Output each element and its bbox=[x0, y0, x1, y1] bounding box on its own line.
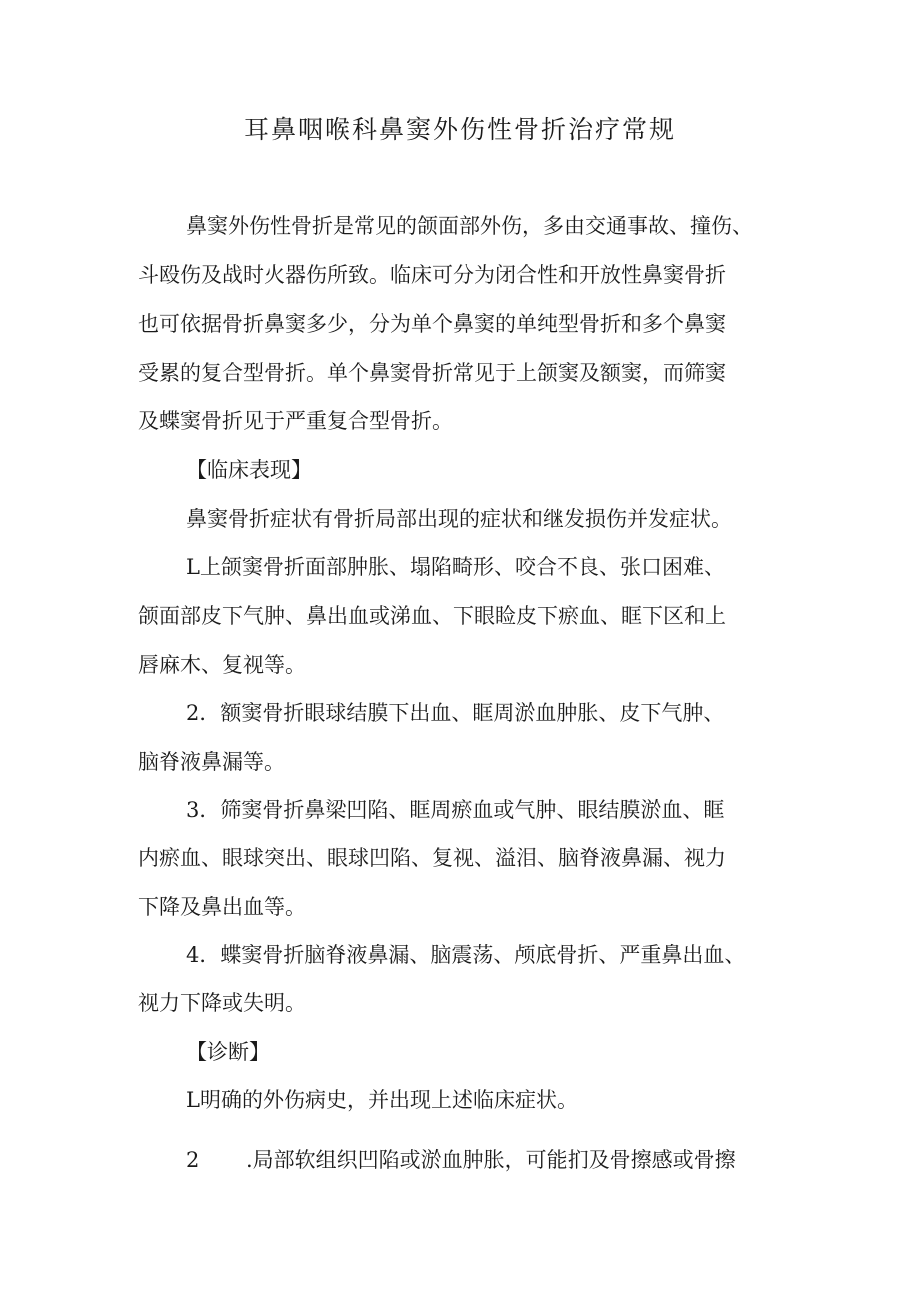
clinical-item-4: 4．蝶窦骨折脑脊液鼻漏、脑震荡、颅底骨折、严重鼻出血、 bbox=[186, 943, 746, 967]
clinical-item-1-cont: 唇麻木、复视等。 bbox=[138, 653, 306, 677]
clinical-item-4-cont: 视力下降或失明。 bbox=[138, 991, 306, 1015]
diagnosis-item-2-text: .局部软组织凹陷或淤血肿胀，可能扪及骨擦感或骨擦 bbox=[246, 1148, 736, 1172]
diagnosis-item-1: L明确的外伤病史，并出现上述临床症状。 bbox=[186, 1088, 578, 1112]
intro-line: 受累的复合型骨折。单个鼻窦骨折常见于上颌窦及额窦，而筛窦 bbox=[138, 361, 726, 385]
intro-line: 及蝶窦骨折见于严重复合型骨折。 bbox=[138, 409, 453, 433]
clinical-item-1-cont: 颌面部皮下气肿、鼻出血或涕血、下眼睑皮下瘀血、眶下区和上 bbox=[138, 604, 726, 628]
intro-line: 鼻窦外伤性骨折是常见的颌面部外伤，多由交通事故、撞伤、 bbox=[186, 214, 753, 238]
section-heading-clinical: 【临床表现】 bbox=[186, 458, 312, 482]
intro-line: 斗殴伤及战时火器伤所致。临床可分为闭合性和开放性鼻窦骨折 bbox=[138, 263, 726, 287]
clinical-item-2: 2．额窦骨折眼球结膜下出血、眶周淤血肿胀、皮下气肿、 bbox=[186, 701, 725, 725]
clinical-item-2-cont: 脑脊液鼻漏等。 bbox=[138, 750, 285, 774]
clinical-summary: 鼻窦骨折症状有骨折局部出现的症状和继发损伤并发症状。 bbox=[186, 507, 732, 531]
clinical-item-3-cont: 内瘀血、眼球突出、眼球凹陷、复视、溢泪、脑脊液鼻漏、视力 bbox=[138, 846, 726, 870]
section-heading-diagnosis: 【诊断】 bbox=[186, 1040, 270, 1064]
document-title: 耳鼻咽喉科鼻窦外伤性骨折治疗常规 bbox=[243, 115, 676, 144]
clinical-item-1: L上颌窦骨折面部肿胀、塌陷畸形、咬合不良、张口困难、 bbox=[186, 555, 725, 579]
diagnosis-item-2-number: 2 bbox=[186, 1148, 200, 1172]
clinical-item-3-cont: 下降及鼻出血等。 bbox=[138, 895, 306, 919]
intro-line: 也可依据骨折鼻窦多少，分为单个鼻窦的单纯型骨折和多个鼻窦 bbox=[138, 312, 726, 336]
clinical-item-3: 3．筛窦骨折鼻梁凹陷、眶周瘀血或气肿、眼结膜淤血、眶 bbox=[186, 798, 725, 822]
